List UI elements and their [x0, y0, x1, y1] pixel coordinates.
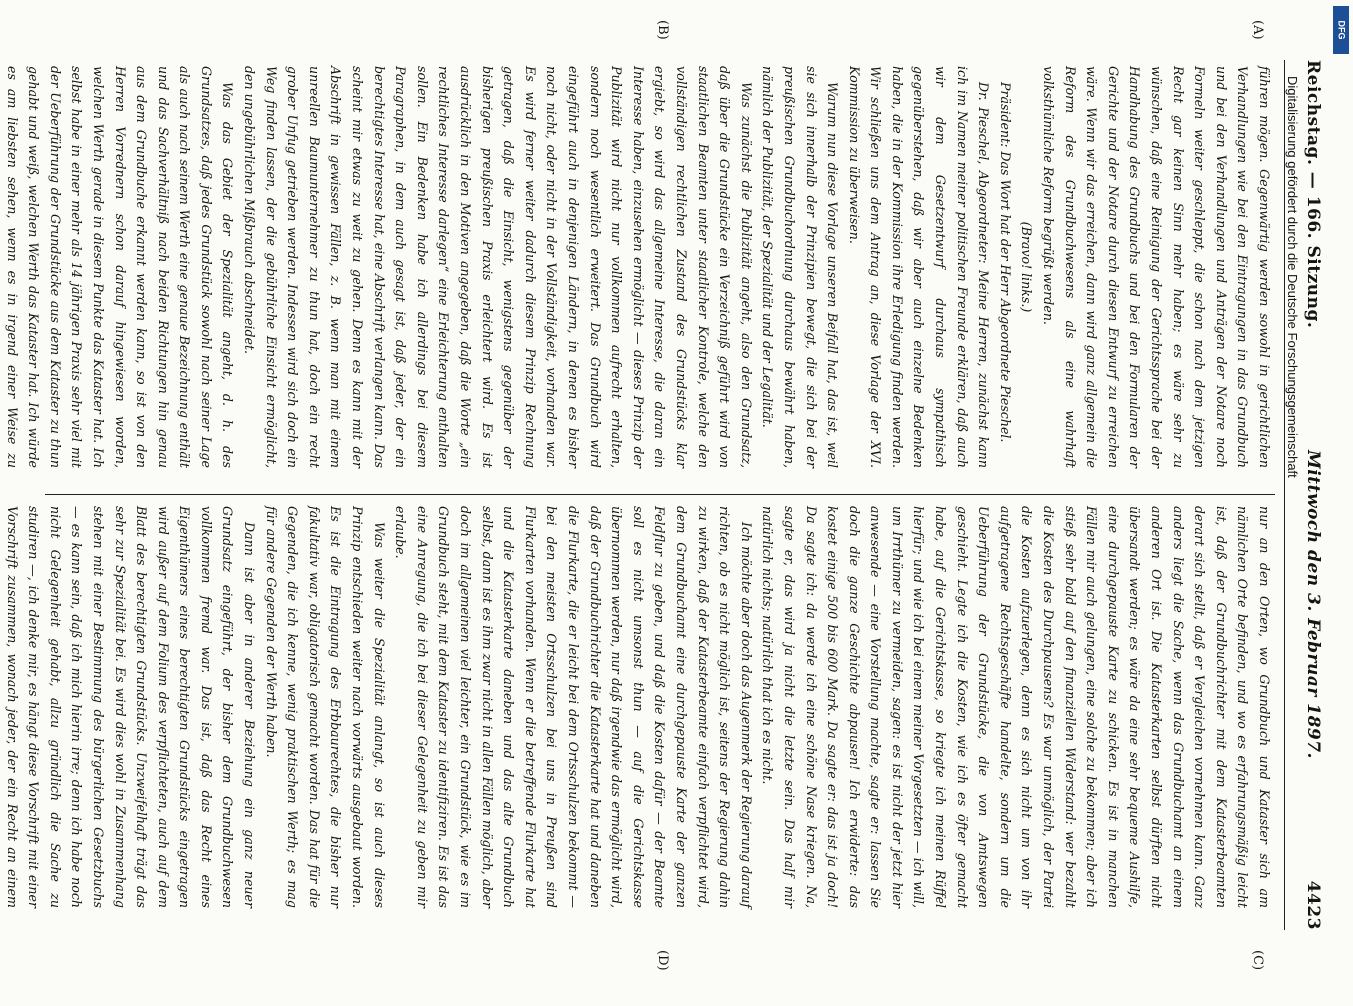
margin-mark-b: (B) [655, 20, 670, 40]
paragraph: nur an den Orten, wo Grundbuch und Kataster sich am nämlichen Orte befinden, und wo es erfahrungsmäßig leicht ist, daß der Grundbuchrichter mit dem Katasterbeamten derart sich stellt, daß er Vergleichen vornehmen kann. Ganz anders liegt die Sache, wenn das Grundbuchamt an einem anderen Ort ist. Die Katasterkarten selbst dürften nicht übersandt werden; es wäre da eine sehr bequeme Aushilfe, eine durchgepauste Karte zu schicken. Es ist in manchen Fällen mir auch gelungen, eine solche zu bekommen; aber ich stieß sehr bald auf den finanziellen Widerstand: wer bezahlt die Kosten des Durchpausens? Es war unmöglich, der Partei die Kosten aufzuerlegen, denn es sich nicht um von ihr aufgetragene Rechtsgeschäfte handelte, sondern um die Ueberführung der Grundstücke, die von Amtswegen geschieht. Legte ich die Kosten, wie ich es öfter gemacht habe, auf die Gerichtskasse, so kriegte ich meinen Rüffel hierfür; und wie ich bei einem meiner Vorgesetzten — ich will, um Irrthümer zu vermeiden, sagen: es ist nicht der jetzt hier anwesende — eine Vorstellung machte, sagte er: lassen Sie doch die ganze Geschichte abpausen! Ich erwiderte: das kostet einige 500 bis 600 Mark. Da sagte er: das ist ja doch! Da sagte ich: da werde ich eine schöne Nase kriegen. Na, sagte er, das wird ja nicht die letzte sein. Das half mir natürlich nichts; natürlich that ich es nicht. [760, 506, 1272, 908]
dfg-logo-text: DFG [1336, 20, 1346, 40]
header-left: Reichstag. — 166. Sitzung. [1303, 60, 1323, 329]
right-column [4, 506, 1275, 908]
dfg-logo [1333, 6, 1349, 54]
paragraph: Ich möchte aber doch das Augenmerk der Regierung darauf richten, ob es nicht möglich ist, seitens der Regierung dahin zu wirken, daß der Katasterbeamte einfach verpflichtet wird, dem Grundbuchamt eine durchgepauste Karte der ganzen Feldflur zu geben, und daß die Kosten dafür — der Beamte soll es nicht umsonst thun — auf die Gerichtskasse übernommen werden, nur daß irgendwie das ermöglicht wird, daß der Grundbuchrichter die Katasterkarte hat und daneben die Flurkarte, die er leicht bei dem Ortsschulzen bekommt — bei den meisten Ortsschulzen bei uns in Preußen sind Flurkarten vorhanden. Wenn er die betreffende Flurkarte hat und die Katasterkarte daneben und das alte Grundbuch selbst, dann ist es ihm zwar nicht in allen Fällen möglich, aber doch im allgemeinen viel leichter, ein Grundstück, wie es im Grundbuch steht, mit dem Kataster zu identifiziren. Es ist das eine Anregung, die ich bei dieser Gelegenheit zu geben mir erlaube. [393, 506, 754, 908]
margin-mark-a: (A) [1250, 20, 1265, 40]
paragraph: Was weiter die Spezialität anlangt, so ist auch dieses Prinzip entschieden weiter nach vorwärts ausgebaut worden. Es ist die Eintragung des Erbbaurechtes, die bisher nur fakultativ war, obligatorisch gemacht worden. Das hat für die Gegenden, die ich kenne, wenig praktischen Werth; es mag für andere Gegenden der Werth haben. [263, 506, 387, 908]
page-number: 4423 [1303, 880, 1323, 930]
paragraph: Was zunächst die Publizität angeht, also den Grundsatz, daß über die Grundstücke ein Verzeichniß geführt wird von staatlichen Beamten unter staatlicher Kontrole, welche den vollständigen rechtlichen Zustand des Grundstücks klar ergiebt, so wird das allgemeine Interesse, die daran ein Interesse haben, einzusehen ermöglicht — dieses Prinzip der Publizität wird nicht nur vollkommen aufrecht erhalten, sondern noch wesentlich erweitert. Das Grundbuch wird eingeführt auch in denjenigen Ländern, in denen es bisher noch nicht, oder nicht in der Vollständigkeit, vorhanden war. Es wird ferner weiter dadurch diesem Prinzip Rechnung getragen, daß die Einsicht, wenigstens gegenüber der bisherigen preußischen Praxis erleichtert wird. Es ist ausdrücklich in den Motiven angegeben, daß die Worte „ein rechtliches Interesse darlegen“ eine Erleichterung enthalten sollen. Ein Bedenken habe ich allerdings bei diesem Paragraphen, in dem auch gesagt ist, daß jeder, der ein berechtigtes Interesse hat, eine Abschrift verlangen kann. Das scheint mir etwas zu weit zu gehen. Denn es kann mit der Abschrift in gewissen Fällen, z. B. wenn man mit einem unreellen Baumunternehmer zu thun hat, doch ein recht grober Unfug getrieben werden. Indessen wird sich doch ein Weg finden lassen, der die gebührliche Einsicht ermöglicht, den ungebührlichen Mißbrauch abschneidet. [242, 66, 754, 468]
paragraph: Dann ist aber in anderer Beziehung ein ganz neuer Grundsatz eingeführt, der bisher dem Grundbuchwesen vollkommen fremd war. Das ist, daß das Recht eines Eigenthümers eines berechtigten Grundstücks eingetragen wird außer auf dem Folium des verpflichteten, auch auf dem Blatt des berechtigten Grundstücks. Unzweifelhaft trägt das sehr zur Spezialität bei. Es wird dies wohl in Zusammenhang stehen mit einer Bestimmung des bürgerlichen Gesetzbuchs — es kann sein, daß ich mich hierin irre; denn ich habe noch nicht Gelegenheit gehabt, allzu gründlich die Sache zu studiren —, ich denke mir, es hängt diese Vorschrift mit einer Vorschrift zusammen, wonach jeder, der ein Recht an einem [4, 506, 258, 908]
margin-mark-d: (D) [655, 950, 670, 971]
column-divider [45, 494, 1275, 495]
paragraph: Was das Gebiet der Spezialität angeht, d. h. des Grundsatzes, daß jedes Grundstück sowohl nach seiner Lage als auch nach seinem Werth eine genaue Bezeichnung enthält und das Sachverhältniß nach beiden Richtungen hin genau aus dem Grundbuche erkannt werden kann, so ist von den Herren Vorrednern schon darauf hingewiesen worden, welchen Werth gerade in diesem Punkte das Kataster hat. Ich selbst habe in einer mehr als 14 jährigen Praxis sehr viel mit der Ueberführung der Grundstücke aus dem Kataster zu thun gehabt und weiß, welchen Werth das Kataster hat. Ich würde es am liebsten sehen, wenn es in irgend einer Weise zu [4, 66, 236, 468]
credit-text: Digitalisierung gefördert durch die Deutsche Forschungsgemeinschaft [1285, 76, 1300, 478]
header-date: Mittwoch den 3. Februar 1897. [1303, 449, 1323, 759]
digitization-credit [1260, 6, 1300, 1006]
margin-mark-c: (C) [1250, 950, 1265, 971]
left-column [4, 66, 1275, 468]
paragraph: Warum nun diese Vorlage unseren Beifall hat, das ist, weil sie sich innerhalb der Prinzipien bewegt, die sich bei der preußischen Grundbuchordnung durchaus bewährt haben, nämlich der Publizität, der Spezialität und der Legalität. [760, 66, 841, 468]
paragraph: Dr. Pieschel, Abgeordneter: Meine Herren, zunächst kann ich im Namen meiner politischen Freunde erklären, daß auch wir dem Gesetzentwurf durchaus sympathisch gegenüberstehen, daß wir aber auch einzelne Bedenken haben, die in der Kommission ihre Erledigung finden werden. Wir schließen uns dem Antrag an, diese Vorlage der XVI. Kommission zu überweisen. [846, 66, 992, 468]
paragraph: Präsident: Das Wort hat der Herr Abgeordnete Pieschel. [997, 82, 1013, 443]
paragraph: (Bravo! links.) [1019, 221, 1035, 313]
paragraph: führen mögen. Gegenwärtig werden sowohl in gerichtlichen Verhandlungen wie bei den Eintragungen in das Grundbuch und bei den Verhandlungen und Anträgen der Notare noch Formeln weiter geschleppt, die schon nach dem jetzigen Recht gar keinen Sinn mehr haben; es wäre sehr zu wünschen, daß eine Reinigung der Gerichtssprache bei der Handhabung des Grundbuchs und bei den Formularen der Gerichte und der Notare durch diesen Entwurf zu erreichen wäre. Wenn wir das erreichen, dann wird ganz allgemein die Reform des Grundbuchwesens als eine wahrhaft volksthümliche Reform begrüßt werden. [1041, 66, 1272, 468]
